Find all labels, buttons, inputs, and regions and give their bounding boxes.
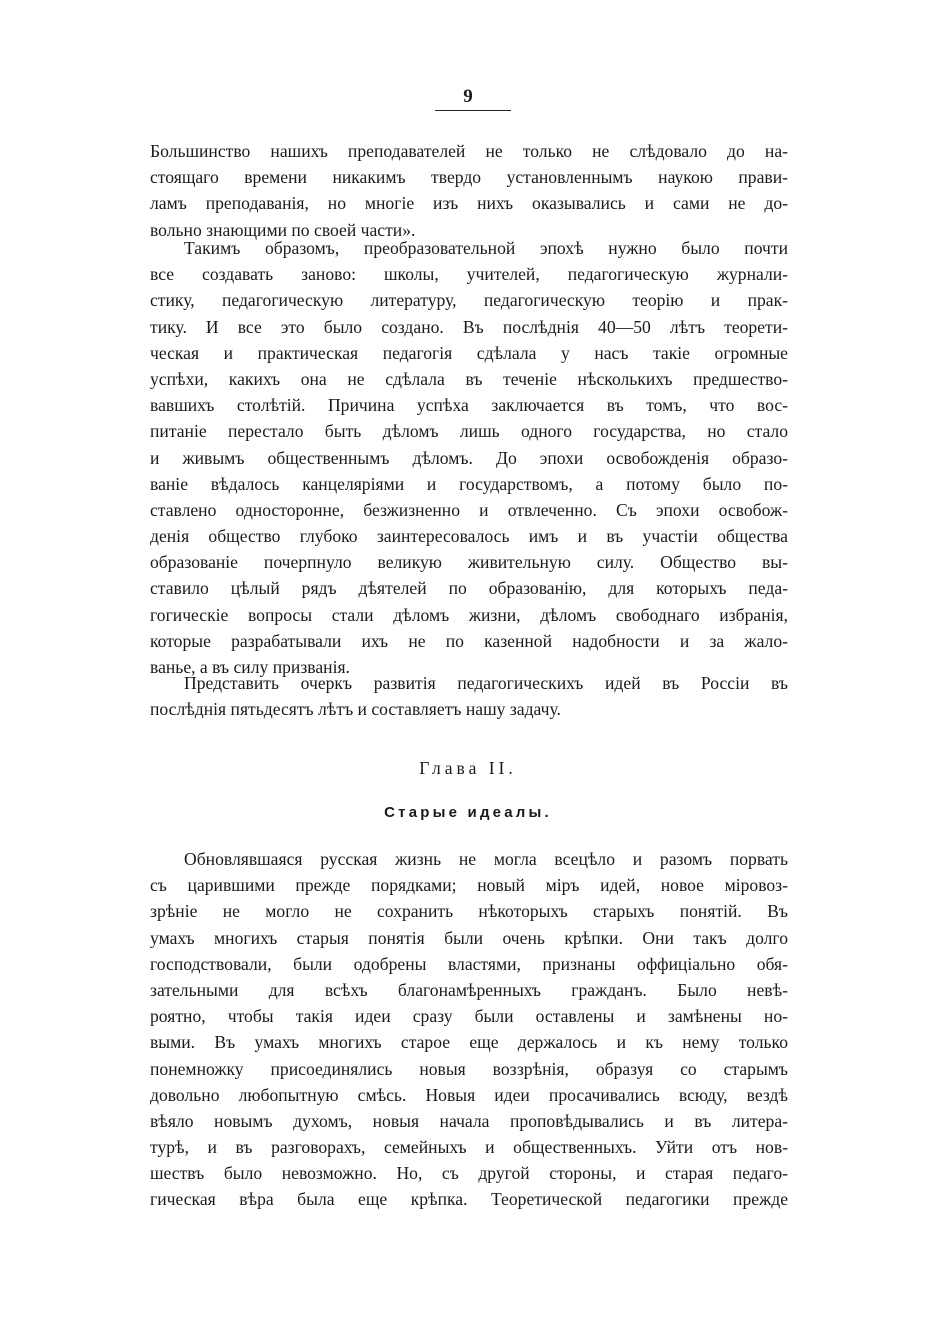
text-line: ставлено односторонне, безжизненно и отвлеченно. Съ эпохи освобож- (150, 499, 788, 520)
text-line: Представить очеркъ развитія педагогическихъ идей въ Россіи въ (184, 673, 788, 693)
text-line: Такимъ образомъ, преобразовательной эпохѣ нужно было почти (184, 238, 788, 258)
chapter-title: Глава II. (419, 758, 517, 778)
paragraph-3 (150, 670, 788, 722)
text-line: питаніе перестало быть дѣломъ лишь одного государства, но стало (150, 421, 788, 442)
text-line: денія общество глубоко заинтересовалось имъ и въ участіи общества (150, 526, 788, 547)
text-line: довольно любопытную смѣсь. Новыя идеи просачивались всюду, вездѣ (150, 1084, 788, 1105)
text-line: стику, педагогическую литературу, педагогическую теорію и прак- (150, 290, 788, 311)
text-line: которые разрабатывали ихъ не по казенной надобности и за жало- (150, 630, 788, 651)
text-line: роятно, чтобы такія идеи сразу были оставлены и замѣнены но- (150, 1006, 788, 1027)
text-line: понемножку присоединялись новыя воззрѣнія, образуя со старымъ (150, 1058, 788, 1079)
text-line: зательными для всѣхъ благонамѣренныхъ гражданъ. Было невѣ- (150, 979, 788, 1000)
text-line: послѣднія пятьдесятъ лѣтъ и составляетъ нашу задачу. (150, 699, 561, 720)
paragraph-2 (150, 235, 788, 680)
text-line: вольно знающими по своей части». (150, 219, 416, 240)
text-line: успѣхи, какихъ она не сдѣлала въ теченіе нѣсколькихъ предшество- (150, 368, 788, 389)
text-line: тику. И все это было создано. Въ послѣднія 40—50 лѣтъ теорети- (150, 316, 788, 337)
text-line: турѣ, и въ разговорахъ, семейныхъ и общественныхъ. Уйти отъ нов- (150, 1137, 788, 1158)
text-line: ческая и практическая педагогія сдѣлала у насъ такіе огромные (150, 342, 788, 363)
text-line: и живымъ общественнымъ дѣломъ. До эпохи освобожденія образо- (150, 447, 788, 468)
text-line: стоящаго времени никакимъ твердо установленнымъ наукою прави- (150, 167, 788, 188)
text-line: гическая вѣра была еще крѣпка. Теоретической педагогики прежде (150, 1189, 788, 1210)
text-line: съ царившими прежде порядками; новый міръ идей, новое міровоз- (150, 875, 788, 896)
text-line: шествъ было невозможно. Но, съ другой стороны, и старая педаго- (150, 1163, 788, 1184)
text-line: образованіе почерпнуло великую живительную силу. Общество вы- (150, 552, 788, 573)
text-line: все создавать заново: школы, учителей, педагогическую журнали- (150, 264, 788, 285)
text-line: зрѣніе не могло не сохранить нѣкоторыхъ старыхъ понятій. Въ (150, 901, 788, 922)
text-line: ванье, а въ силу призванія. (150, 657, 350, 677)
paragraph-1 (150, 138, 788, 243)
page-number: 9 (463, 86, 473, 107)
page-number-rule (435, 110, 511, 111)
text-line: умахъ многихъ старыя понятія были очень крѣпки. Они такъ долго (150, 927, 788, 948)
text-line: гогическіе вопросы стали дѣломъ жизни, дѣломъ свободнаго избранія, (150, 604, 788, 625)
text-line: ставило цѣлый рядъ дѣятелей по образованію, для которыхъ педа- (150, 578, 788, 599)
text-line: Большинство нашихъ преподавателей не только не слѣдовало до на- (150, 141, 788, 161)
text-line: вавшихъ столѣтій. Причина успѣха заключается въ томъ, что вос- (150, 395, 788, 416)
section-title: Старые идеалы. (384, 804, 552, 821)
paragraph-4 (150, 846, 788, 1213)
text-line: ваніе вѣдалось канцеляріями и государствомъ, а потому было по- (150, 473, 788, 494)
text-line: вѣяло новымъ духомъ, новыя начала проповѣдывались и въ литера- (150, 1110, 788, 1131)
text-line: Обновлявшаяся русская жизнь не могла всецѣло и разомъ порвать (184, 849, 788, 869)
text-line: ламъ преподаванія, но многіе изъ нихъ оказывались и сами не до- (150, 193, 788, 214)
text-line: выми. Въ умахъ многихъ старое еще держалось и къ нему только (150, 1032, 788, 1053)
text-line: господствовали, были одобрены властями, признаны оффиціально обя- (150, 953, 788, 974)
